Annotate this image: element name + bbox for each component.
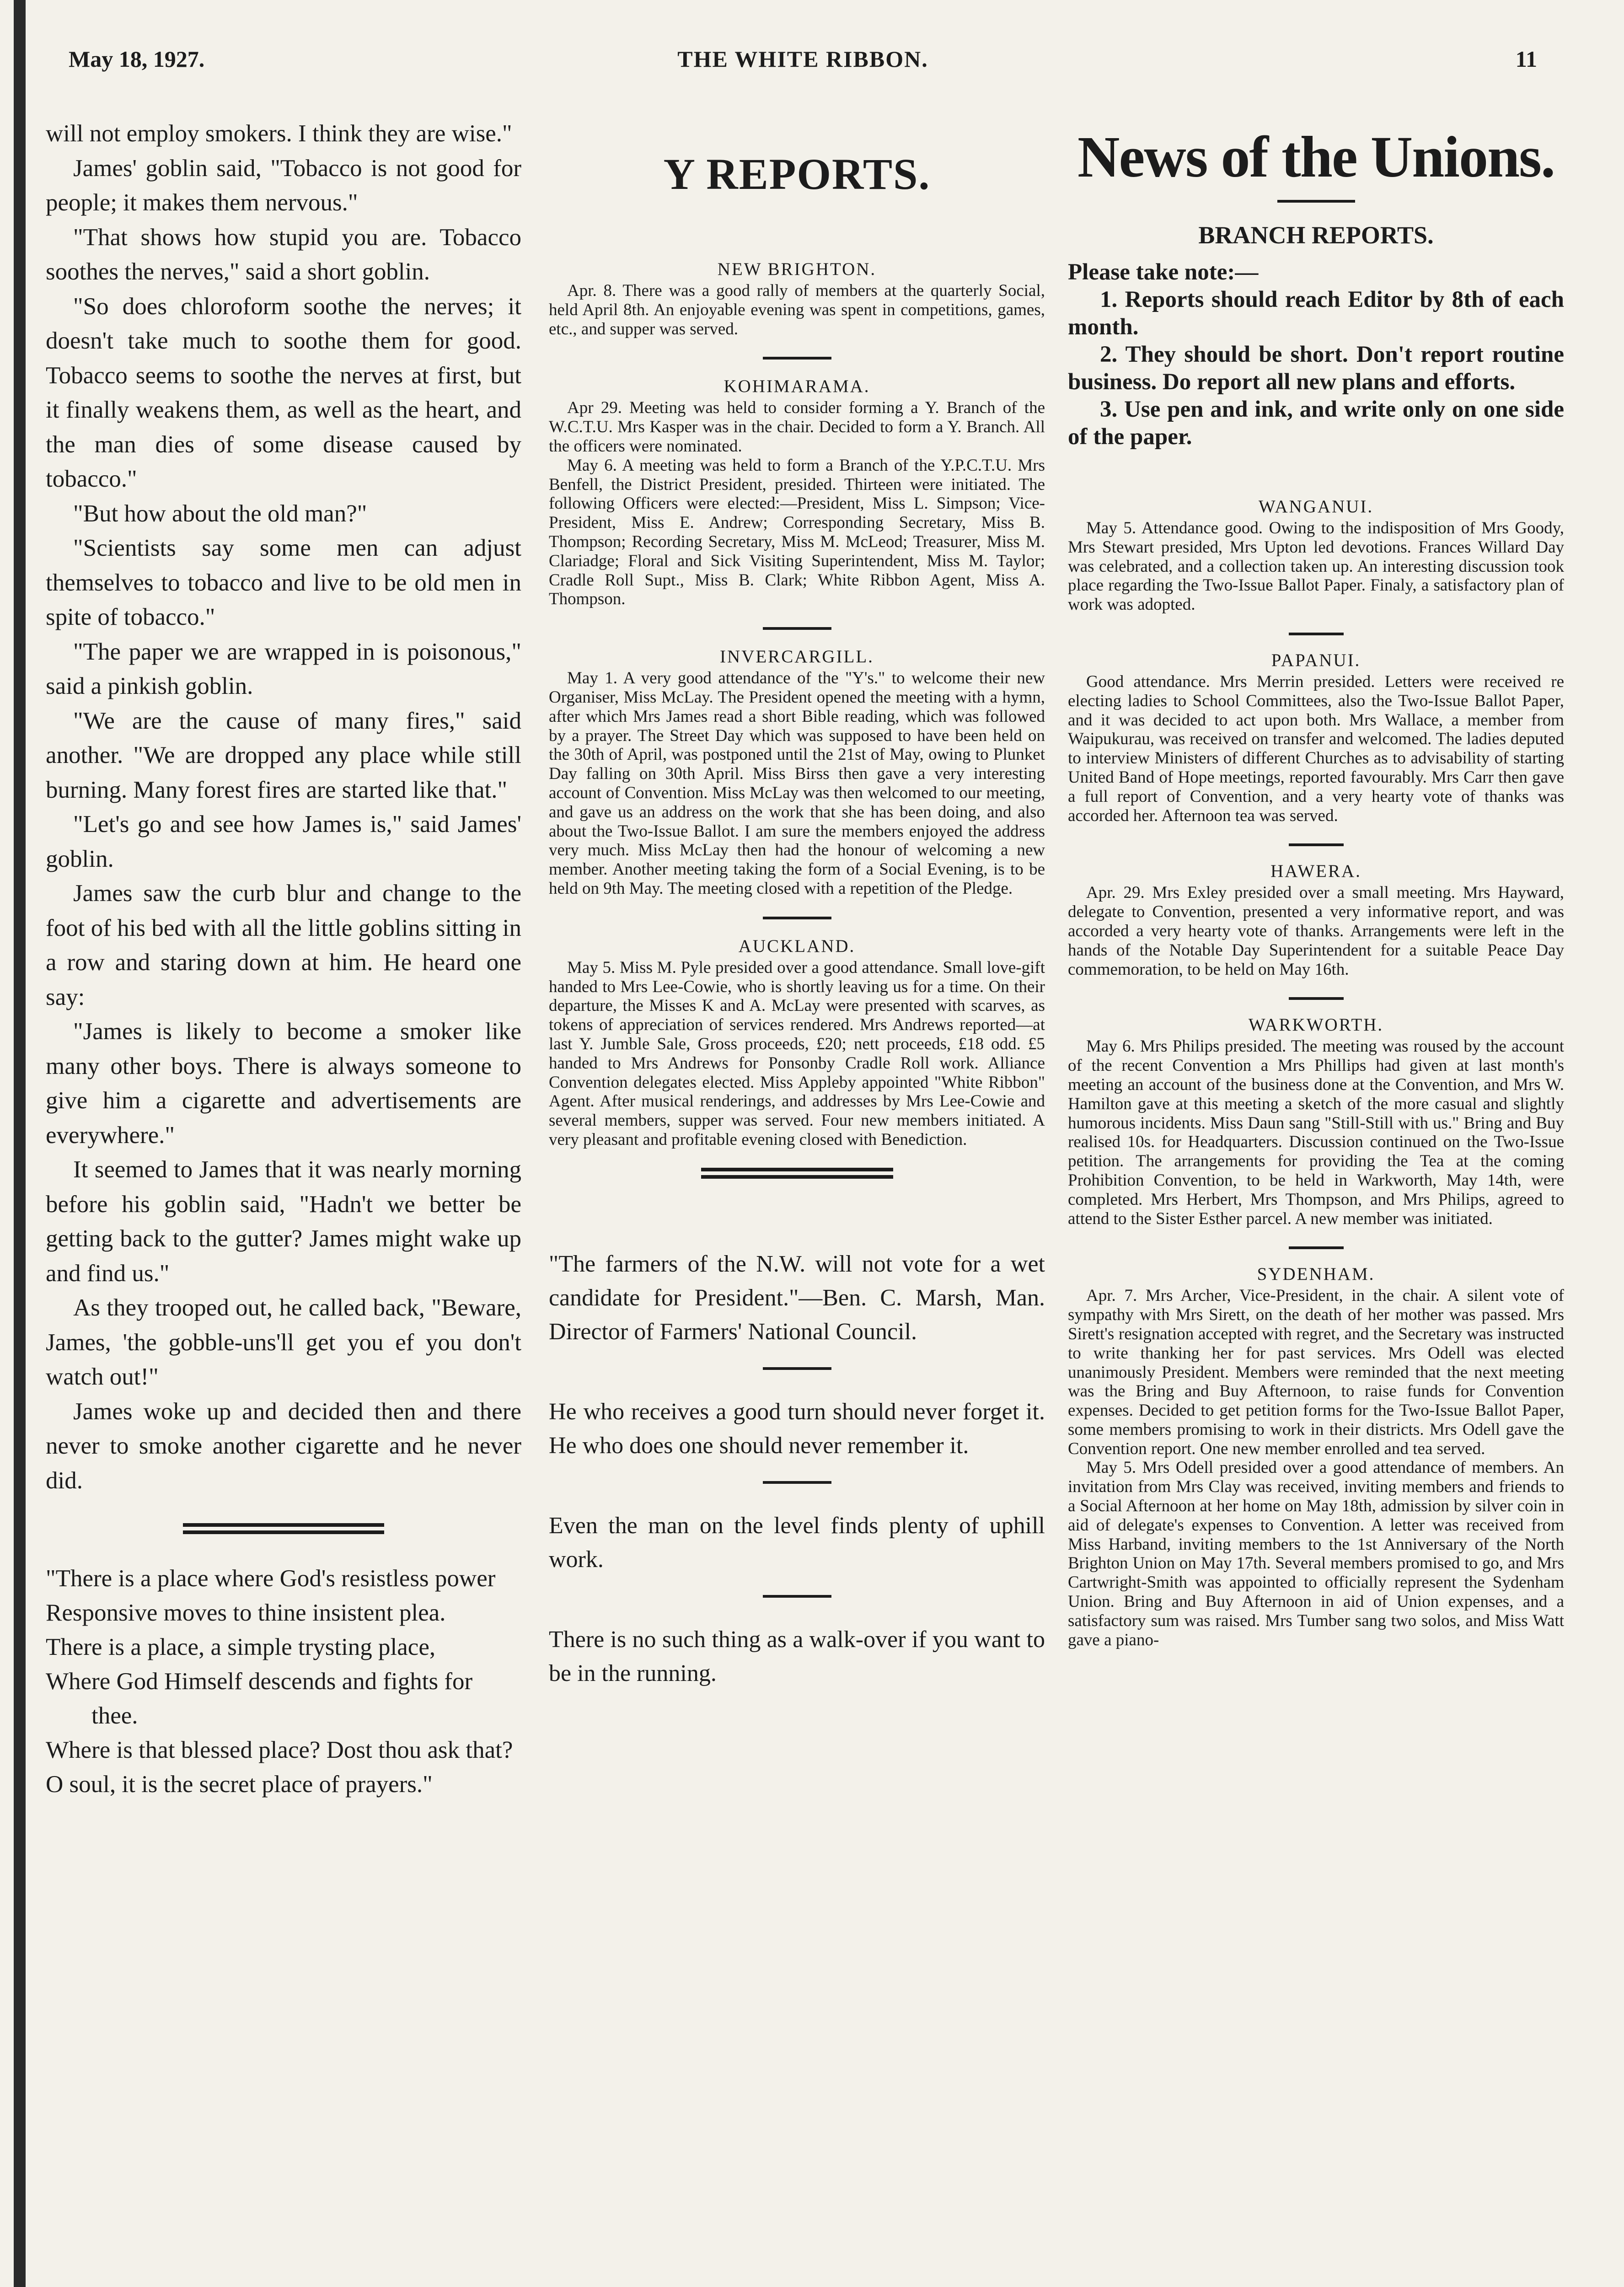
poem-line: Where God Himself descends and fights for thee. <box>46 1668 473 1729</box>
story-paragraph: "The paper we are wrapped in is poisonous," said a pinkish goblin. <box>46 638 521 699</box>
notice-item: 2. They should be short. Don't report routine business. Do report all new plans and efforts. <box>1068 342 1564 395</box>
story-paragraph: "We are the cause of many fires," said another. "We are dropped any place while still burning. Many forest fires are started like that." <box>46 707 521 803</box>
quote: Even the man on the level finds plenty of uphill work. <box>549 1512 1045 1573</box>
story-paragraph: "Let's go and see how James is," said James' goblin. <box>46 811 521 872</box>
report-text: Apr. 29. Mrs Exley presided over a small meeting. Mrs Hayward, delegate to Convention, presented a very informative report, and was accorded a very hearty vote of thanks. Arrangements were left in the hands of the Notable Day Superintendent for a suitable Peace Day commemoration, to be held on May 16th. <box>1068 883 1564 979</box>
report-text: Apr. 7. Mrs Archer, Vice-President, in the chair. A silent vote of sympathy with Mrs Sirett, on the death of her mother was passed. Mrs Sirett's resignation accepted with regret, and the Secretary was instructed to write thanking her for past services. Mrs Odell was elected unanimously President. Members were reminded that the next meeting was the Bring and Buy Afternoon, to raise funds for Convention expenses. Decided to get petition forms for the Two-Issue Ballot Paper, some members promising to work in their districts. Mrs Odell gave the Convention report. One new member enrolled and tea served. <box>1068 1286 1564 1458</box>
poem-line: There is a place, a simple trysting place, <box>46 1634 436 1660</box>
report-place: WARKWORTH. <box>1248 1015 1384 1035</box>
page-edge-shadow <box>14 0 26 2287</box>
report-text: May 5. Mrs Odell presided over a good attendance of members. An invitation from Mrs Clay was received, inviting members and friends to a Social Afternoon at her home on May 18th, admission by silver coin in aid of delegate's expenses to Convention. A letter was received from Miss Harband, inviting members to the 1st Anniversary of the North Brighton Union on May 17th. Several members promised to go, and Mrs Cartwright-Smith was appointed to officially represent the Sydenham Union. Bring and Buy Afternoon in aid of Union expenses, and a satisfactory sum was raised. Mrs Tumber sang two solos, and Miss Watt gave a piano- <box>1068 1458 1564 1649</box>
divider <box>1277 200 1355 203</box>
section-divider <box>183 1523 384 1534</box>
report-kohimarama <box>549 376 1045 609</box>
report-hawera <box>1068 861 1564 979</box>
unions-title: News of the Unions. <box>1077 124 1554 189</box>
report-place: KOHIMARAMA. <box>724 376 870 397</box>
quote: He who receives a good turn should never forget it. He who does one should never remember it. <box>549 1398 1045 1459</box>
report-place: NEW BRIGHTON. <box>717 259 877 279</box>
divider <box>763 1367 831 1370</box>
quote: There is no such thing as a walk-over if you want to be in the running. <box>549 1626 1045 1686</box>
divider <box>763 627 831 630</box>
notice-intro: Please take note:— <box>1068 259 1259 285</box>
poem-line: O soul, it is the secret place of prayers." <box>46 1771 433 1798</box>
branch-reports-title: BRANCH REPORTS. <box>1198 221 1434 249</box>
report-text: May 6. A meeting was held to form a Branch of the Y.P.C.T.U. Mrs Benfell, the District President, presided. Thirteen were initiated. The following Officers were elected:—President, Miss L. Simpson; Vice-President, Miss E. Andrew; Corresponding Secretary, Miss B. Thompson; Recording Secretary, Miss M. McLeod; Treasurer, Miss M. Clariadge; Floral and Sick Visiting Superintendent, Miss M. Taylor; Cradle Roll Supt., Miss B. Clark; White Ribbon Agent, Miss A. Thompson. <box>549 456 1045 609</box>
poem <box>46 1562 521 1802</box>
report-place: PAPANUI. <box>1271 650 1361 670</box>
quote: "The farmers of the N.W. will not vote for a wet candidate for President."—Ben. C. Marsh, Man. Director of Farmers' National Council. <box>549 1251 1045 1345</box>
page-header <box>69 46 1537 82</box>
divider <box>1289 843 1344 846</box>
report-place: INVERCARGILL. <box>720 647 874 667</box>
poem-line: Responsive moves to thine insistent plea. <box>46 1600 446 1626</box>
story-paragraph: "So does chloroform soothe the nerves; it doesn't take much to soothe them for good. Tobacco seems to soothe the nerves at first, but it finally weakens them, as well as the heart, and the man dies of some disease caused by tobacco." <box>46 293 521 492</box>
report-auckland <box>549 936 1045 1149</box>
divider <box>763 917 831 919</box>
divider <box>763 357 831 360</box>
report-place: WANGANUI. <box>1258 497 1374 516</box>
story-paragraph: As they trooped out, he called back, "Beware, James, 'the gobble-uns'll get you ef you don't watch out!" <box>46 1294 521 1390</box>
report-warkworth <box>1068 1015 1564 1228</box>
section-divider <box>701 1168 893 1179</box>
story-paragraph: will not employ smokers. I think they are wise." <box>46 120 512 147</box>
story-paragraph: James' goblin said, "Tobacco is not good for people; it makes them nervous." <box>46 155 521 216</box>
issue-date: May 18, 1927. <box>69 46 205 72</box>
report-text: May 1. A very good attendance of the "Y's." to welcome their new Organiser, Miss McLay. The President opened the meeting with a hymn, after which Mrs James read a short Bible reading, which was followed by a prayer. The Street Day which was supposed to have been held on the 30th of April, was postponed until the 21st of May, owing to Plunket Day falling on 30th April. Miss Birss then gave a very interesting account of Convention. Miss McLay was then welcomed to our meeting, and gave us an address on the work that she has been doing, and also about the Two-Issue Ballot. I am sure the members enjoyed the address very much. Miss McLay then had the honour of welcoming a new member. Another meeting taking the form of a Social Evening, is to be held on 9th May. The meeting closed with a repetition of the Pledge. <box>549 669 1045 898</box>
divider <box>763 1481 831 1484</box>
poem-line: Where is that blessed place? Dost thou ask that? <box>46 1737 513 1763</box>
y-reports-title: Y REPORTS. <box>663 150 931 199</box>
right-column <box>1068 117 1564 1668</box>
story-paragraph: "But how about the old man?" <box>73 500 367 527</box>
report-invercargill <box>549 646 1045 898</box>
report-text: Good attendance. Mrs Merrin presided. Letters were received re electing ladies to School Committees, also the Two-Issue Ballot Paper, and it was decided to act upon both. Mrs Wallace, a member from Waipukurau, was received on transfer and welcomed. The ladies deputed to interview Ministers of different Churches as to advisability of starting United Band of Hope meetings, reported favourably. Mrs Carr then gave a full report of Convention, and a very hearty vote of thanks was accorded her. Afternoon tea was served. <box>1068 672 1564 825</box>
report-text: May 5. Miss M. Pyle presided over a good attendance. Small love-gift handed to Mrs Lee-Cowie, who is shortly leaving us for a time. On their departure, the Misses K and A. McLay were presented with scarves, as tokens of appreciation of services rendered. Mrs Andrews reported—at last Y. Jumble Sale, Gross proceeds, £20; nett proceeds, £18 odd. £5 handed to Mrs Andrews for Ponsonby Cradle Roll work. Alliance Convention delegates elected. Miss Appleby appointed "White Ribbon" Agent. After musical renderings, and addresses by Mrs Lee-Cowie and several members, supper was served. Four new members initiated. A very pleasant and profitable evening closed with Benediction. <box>549 958 1045 1149</box>
divider <box>763 1595 831 1598</box>
divider <box>1289 997 1344 1000</box>
divider <box>1289 1246 1344 1249</box>
report-wanganui <box>1068 496 1564 614</box>
notice-item: 3. Use pen and ink, and write only on one side of the paper. <box>1068 397 1564 450</box>
publication-title: THE WHITE RIBBON. <box>677 46 928 72</box>
story-paragraph: James woke up and decided then and there never to smoke another cigarette and he never did. <box>46 1398 521 1494</box>
story-paragraph: "Scientists say some men can adjust themselves to tobacco and live to be old men in spite of tobacco." <box>46 535 521 630</box>
left-column <box>46 117 521 1802</box>
divider <box>1289 633 1344 635</box>
report-text: Apr. 8. There was a good rally of members at the quarterly Social, held April 8th. An enjoyable evening was spent in competitions, games, etc., and supper was served. <box>549 281 1045 338</box>
report-sydenham <box>1068 1264 1564 1649</box>
story-paragraph: It seemed to James that it was nearly morning before his goblin said, "Hadn't we better be getting back to the gutter? James might wake up and find us." <box>46 1156 521 1287</box>
story-paragraph: "James is likely to become a smoker like many other boys. There is always someone to give him a cigarette and advertisements are everywhere." <box>46 1018 521 1149</box>
report-text: May 6. Mrs Philips presided. The meeting was roused by the account of the recent Convention a Mrs Phillips had given at last month's meeting an account of the business done at the Convention, and Mrs W. Hamilton gave at this meeting a sketch of the more casual and slightly humorous incidents. Miss Daun sang "Still-Still with us." Bring and Buy realised 10s. for Headquarters. Discussion continued on the Two-Issue petition. The arrangements for providing the Tea at the coming Prohibition Convention, to be held in Warkworth, May 14th, were completed. Mrs Herbert, Mrs Thompson, and Mrs Philips, agreed to attend to the Sister Esther parcel. A new member was initiated. <box>1068 1037 1564 1228</box>
notice-item: 1. Reports should reach Editor by 8th of each month. <box>1068 287 1564 340</box>
report-text: Apr 29. Meeting was held to consider forming a Y. Branch of the W.C.T.U. Mrs Kasper was in the chair. Decided to form a Y. Branch. All the officers were nominated. <box>549 398 1045 456</box>
middle-column <box>549 117 1045 1691</box>
report-papanui <box>1068 650 1564 825</box>
report-new-brighton <box>549 259 1045 338</box>
story-paragraph: "That shows how stupid you are. Tobacco soothes the nerves," said a short goblin. <box>46 224 521 285</box>
poem-line: "There is a place where God's resistless power <box>46 1565 496 1592</box>
report-text: May 5. Attendance good. Owing to the indisposition of Mrs Goody, Mrs Stewart presided, Mrs Upton led devotions. Frances Willard Day was celebrated, and a collection taken up. An interesting discussion took place regarding the Two-Issue Ballot Paper. Finaly, a satisfactory plan of work was adopted. <box>1068 519 1564 614</box>
report-place: HAWERA. <box>1270 861 1361 881</box>
report-place: SYDENHAM. <box>1257 1264 1375 1284</box>
report-place: AUCKLAND. <box>738 936 856 956</box>
story-paragraph: James saw the curb blur and change to the foot of his bed with all the little goblins sitting in a row and staring down at him. He heard one say: <box>46 880 521 1010</box>
page-number: 11 <box>1515 46 1537 72</box>
